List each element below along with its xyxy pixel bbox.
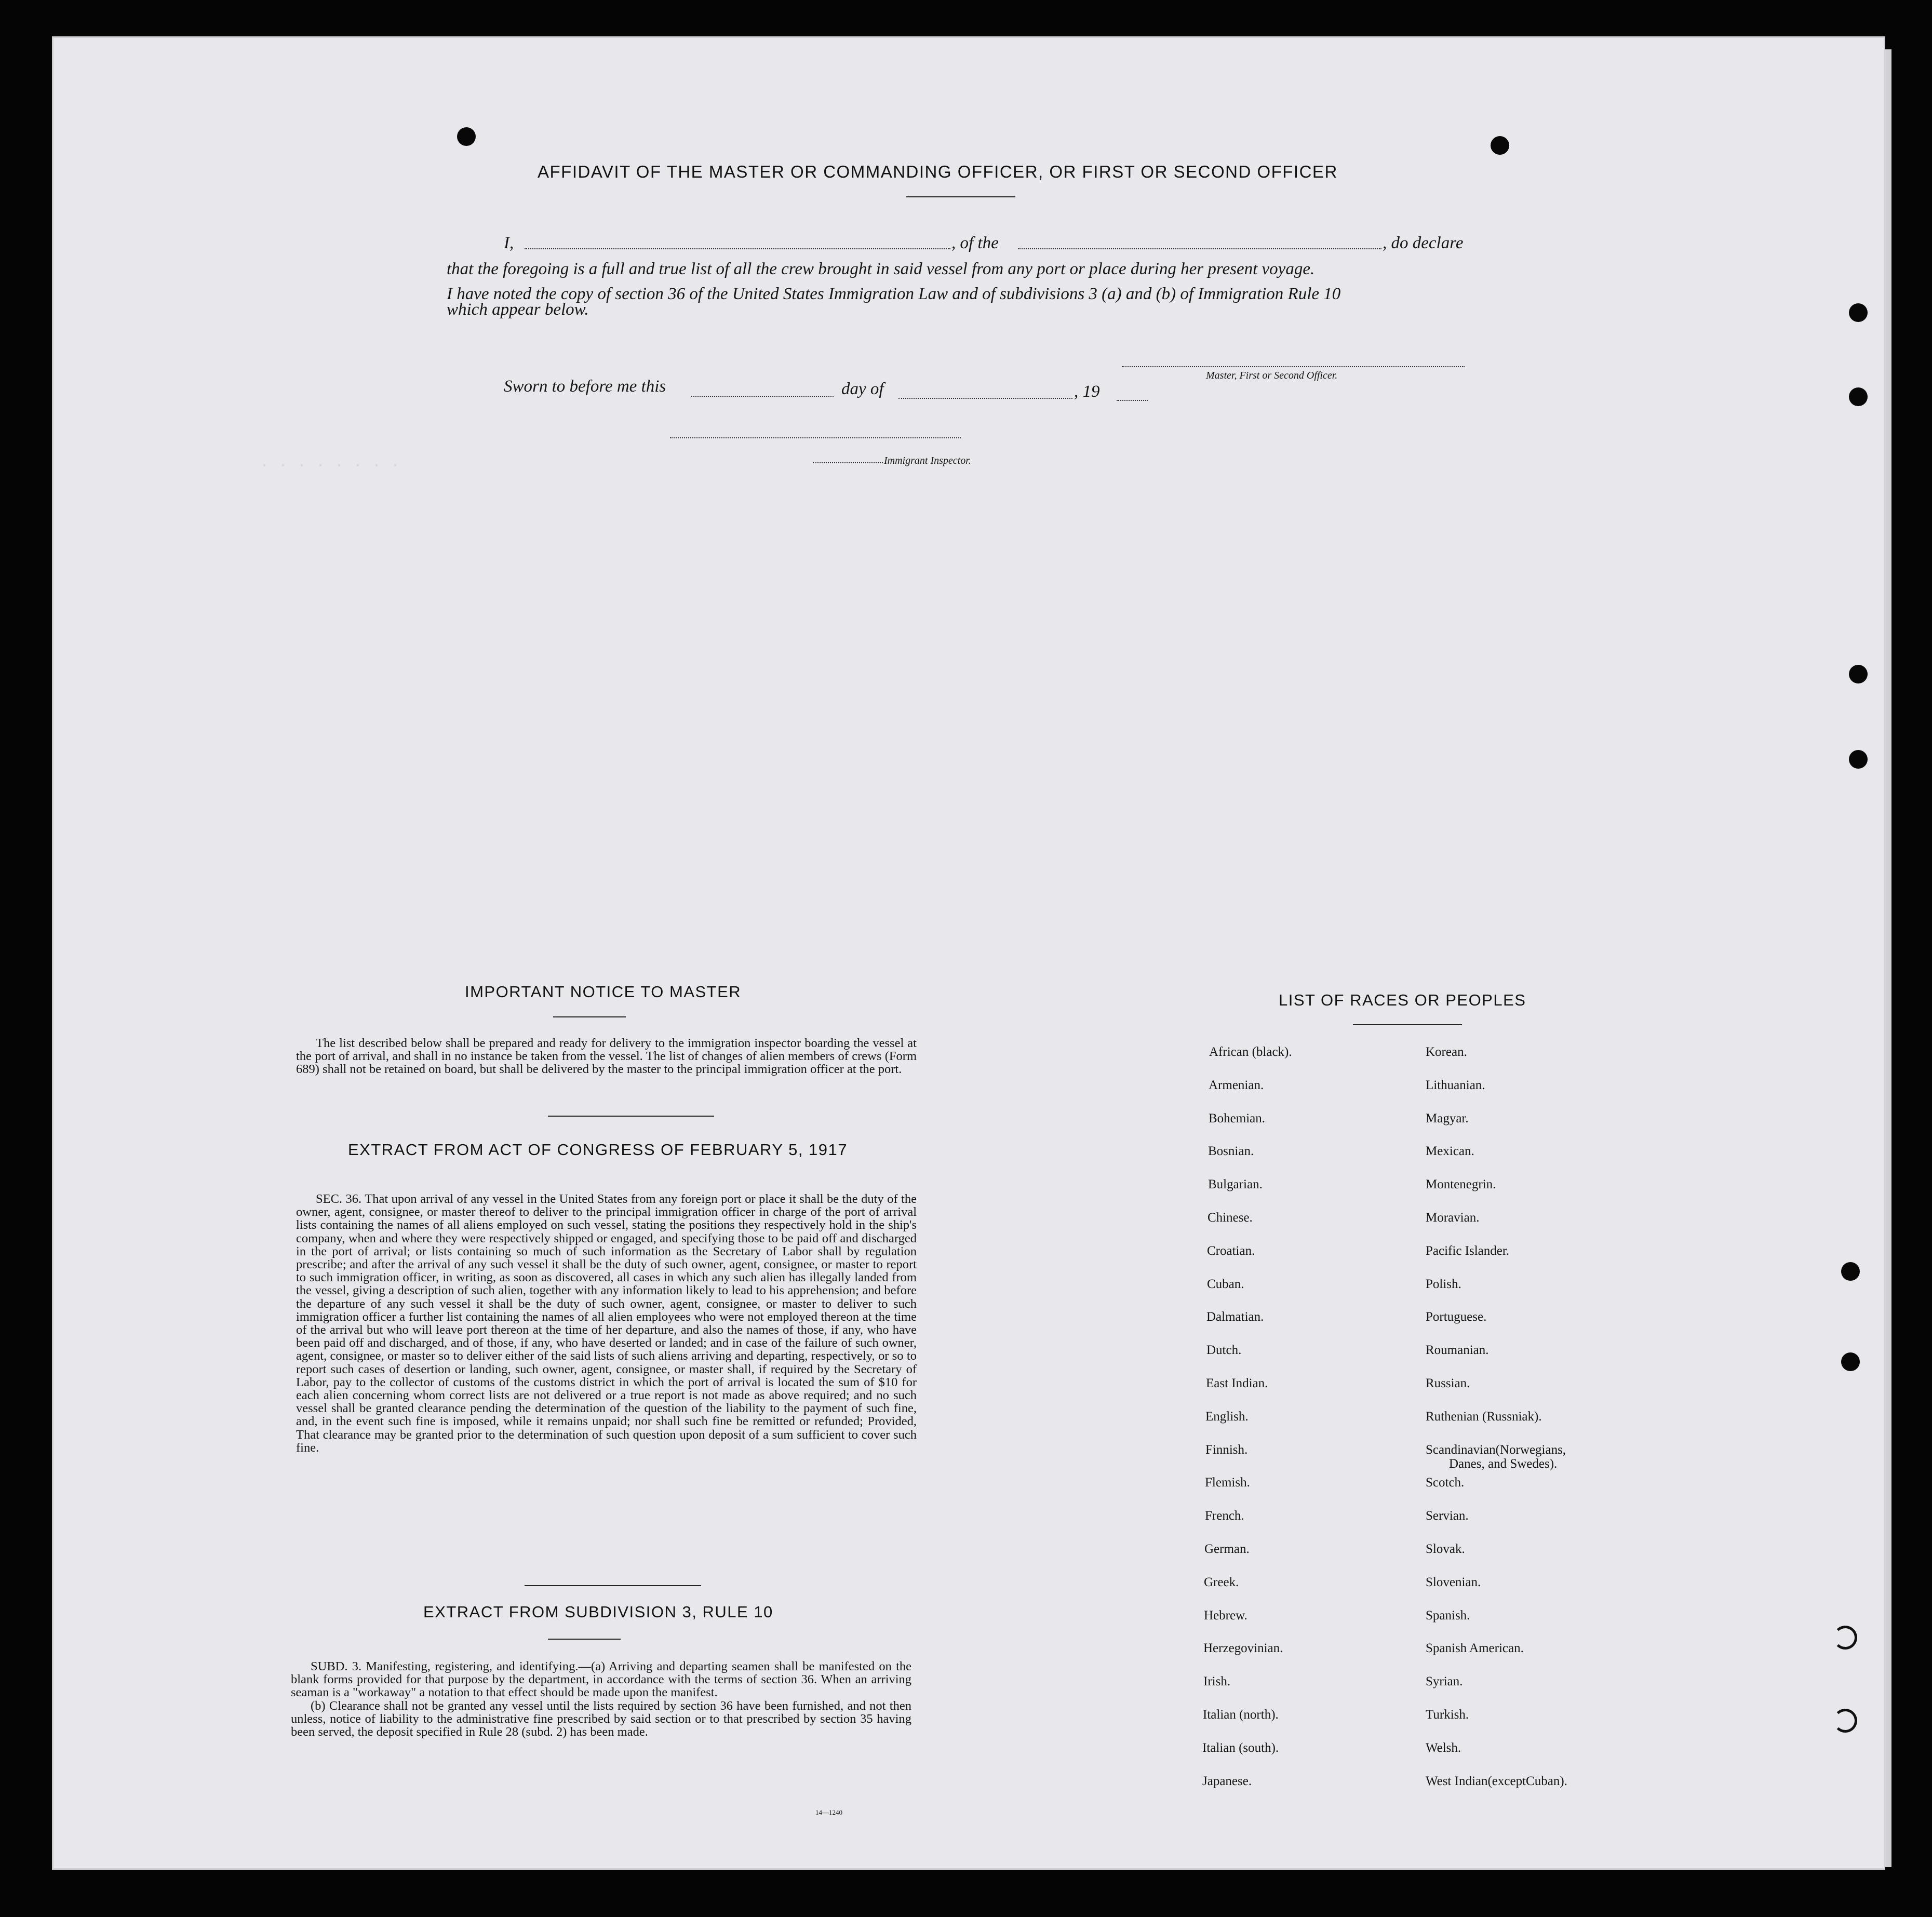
affidavit-do-declare: , do declare — [1383, 234, 1464, 252]
race-item-left: Flemish. — [1205, 1476, 1250, 1490]
race-item-right: Mexican. — [1426, 1144, 1474, 1158]
race-item-right: Spanish American. — [1426, 1641, 1524, 1655]
form-number: 14—1240 — [815, 1808, 842, 1816]
sworn-label: Sworn to before me this — [504, 377, 666, 396]
race-item-right: Polish. — [1426, 1277, 1461, 1291]
punch-hole — [457, 127, 476, 146]
race-item-left: English. — [1205, 1410, 1249, 1424]
race-item-right: West Indian(exceptCuban). — [1426, 1774, 1567, 1788]
race-item-left: East Indian. — [1206, 1376, 1268, 1390]
affidavit-of-the: , of the — [951, 234, 999, 252]
race-item-left: Bosnian. — [1208, 1144, 1254, 1158]
race-item-right: Ruthenian (Russniak). — [1426, 1410, 1542, 1424]
race-item-left: Italian (north). — [1203, 1708, 1279, 1722]
document-page — [52, 36, 1885, 1870]
race-item-left: African (black). — [1209, 1045, 1292, 1059]
notice-text: The list described below shall be prepared and ready for delivery to the immigration inspector boarding the vessel at the port of arrival, and shall in no instance be taken from the vessel. The list of changes of alien members of crews (Form 689) shall not be retained on board, but shall be delivered by the master to the principal immigration officer at the port. — [296, 1036, 917, 1077]
year-label: , 19 — [1074, 382, 1100, 401]
rule-text-a: SUBD. 3. Manifesting, registering, and identifying.—(a) Arriving and departing seamen shall be manifested on the blank forms provided for that purpose by the department, in accordance with the terms of section 36. When an arriving seaman is a "workaway" a notation to that effect should be made upon the manifest. — [291, 1659, 911, 1700]
divider — [525, 1585, 701, 1586]
punch-hole — [1849, 387, 1868, 406]
race-item-right: Portuguese. — [1426, 1310, 1487, 1324]
divider — [1353, 1024, 1462, 1025]
affidavit-i: I, — [504, 234, 514, 252]
race-item-left: Chinese. — [1208, 1211, 1253, 1225]
master-caption: Master, First or Second Officer. — [1206, 370, 1338, 381]
punch-hole — [1841, 1352, 1860, 1371]
race-item-right: Lithuanian. — [1426, 1078, 1485, 1092]
race-item-left: Herzegovinian. — [1203, 1641, 1283, 1655]
race-item-left: Croatian. — [1207, 1244, 1255, 1258]
race-item-left: Italian (south). — [1202, 1741, 1279, 1755]
race-item-right: Magyar. — [1426, 1111, 1469, 1125]
race-item-right: Spanish. — [1426, 1608, 1470, 1623]
race-item-right: Slovak. — [1426, 1542, 1465, 1556]
race-item-left: Bohemian. — [1209, 1111, 1266, 1125]
affidavit-line-2: that the foregoing is a full and true list of all the crew brought in said vessel from any port or place during her present voyage. — [447, 260, 1315, 278]
inspector-caption: Immigrant Inspector. — [884, 455, 971, 466]
affidavit-line-4: which appear below. — [447, 300, 589, 319]
sworn-month-field[interactable] — [898, 398, 1072, 399]
race-item-right: Moravian. — [1426, 1211, 1480, 1225]
divider — [906, 196, 1015, 197]
race-item-left: Japanese. — [1202, 1774, 1252, 1788]
punch-hole — [1849, 303, 1868, 322]
race-item-right: Montenegrin. — [1426, 1177, 1496, 1191]
race-item-right: Welsh. — [1426, 1741, 1461, 1755]
race-item-left: Finnish. — [1205, 1443, 1248, 1457]
race-item-right: Syrian. — [1426, 1674, 1463, 1688]
sworn-year-field[interactable] — [1117, 400, 1148, 401]
races-title: LIST OF RACES OR PEOPLES — [1279, 991, 1526, 1009]
declarant-name-field[interactable] — [525, 248, 950, 249]
race-item-left: Greek. — [1204, 1575, 1239, 1589]
punch-hole — [1849, 665, 1868, 683]
divider — [548, 1116, 714, 1117]
race-item-right: Scandinavian(Norwegians, — [1426, 1443, 1566, 1457]
rule-text-b: (b) Clearance shall not be granted any vessel until the lists required by section 36 have been furnished, and not then unless, notice of liability to the administrative fine prescribed by said section or to that prescribed by section 35 having been served, the deposit specified in Rule 28 (subd. 2) has been made. — [291, 1698, 911, 1739]
race-item-left: Dalmatian. — [1206, 1310, 1264, 1324]
notice-title: IMPORTANT NOTICE TO MASTER — [465, 983, 742, 1001]
race-item-right: Roumanian. — [1426, 1343, 1489, 1357]
race-item-right: Korean. — [1426, 1045, 1467, 1059]
day-of-label: day of — [841, 380, 884, 398]
race-item-right: Pacific Islander. — [1426, 1244, 1510, 1258]
punch-hole — [1849, 750, 1868, 769]
inspector-signature-field[interactable] — [670, 437, 961, 438]
punch-hole-edge — [1833, 1709, 1857, 1733]
race-item-left: Dutch. — [1206, 1343, 1242, 1357]
race-item-right: Turkish. — [1426, 1708, 1469, 1722]
affidavit-line-3: I have noted the copy of section 36 of the United States Immigration Law and of subdivisions 3 (a) and (b) of Immigration Rule 10 — [447, 285, 1341, 303]
race-item-left: Cuban. — [1207, 1277, 1244, 1291]
rule-text-block — [291, 1660, 911, 1738]
race-item-left: Bulgarian. — [1208, 1177, 1263, 1191]
act-text: SEC. 36. That upon arrival of any vessel in the United States from any foreign port or place it shall be the duty of the owner, agent, consignee, or master thereof to deliver to the principal immigration officer in charge of the port of arrival lists containing the names of all aliens employed on such vessel, stating the positions they respectively hold in the ship's company, when and where they were respectively shipped or engaged, and specifying those to be paid off and discharged in the port of arrival; or lists containing so much of such information as the Secretary of Labor shall by regulation prescribe; and after the arrival of any such vessel it shall be the duty of such owner, agent, consignee, or master to report to such immigration officer, in writing, as soon as discovered, all cases in which any such alien has illegally landed from the vessel, giving a description of such alien, together with any information likely to lead to his apprehension; and before the departure of any such vessel it shall be the duty of such owner, agent, consignee, or master to deliver to such immigration officer a further list containing the names of all alien employees who were not employed thereon at the time of the arrival but who will leave port thereon at the time of her departure, and also the names of those, if any, who have been paid off and discharged, and of those, if any, who have deserted or landed; and in case of the failure of such owner, agent, consignee, or master so to deliver either of the said lists of such aliens arriving and departing, respectively, or so to report such cases of desertion or landing, such owner, agent, consignee, or master shall, if required by the Secretary of Labor, pay to the collector of customs of the customs district in which the port of arrival is located the sum of $10 for each alien concerning whom correct lists are not delivered or a true report is not made as above required; and no such vessel shall be granted clearance pending the determination of the question of the liability to the payment of such fine, and, in the event such fine is imposed, while it remains unpaid; nor shall such fine be remitted or refunded; Provided, That clearance may be granted prior to the determination of such question upon deposit of a sum sufficient to cover such fine. — [296, 1192, 917, 1455]
race-item-left: German. — [1204, 1542, 1250, 1556]
act-text-block — [296, 1192, 917, 1454]
punch-hole — [1841, 1262, 1860, 1281]
act-title: EXTRACT FROM ACT OF CONGRESS OF FEBRUARY 5, 1917 — [348, 1141, 848, 1159]
race-item-left: French. — [1205, 1509, 1244, 1523]
race-item-left: Irish. — [1203, 1674, 1231, 1688]
race-item-right: Scotch. — [1426, 1476, 1465, 1490]
affidavit-title: AFFIDAVIT OF THE MASTER OR COMMANDING OFFICER, OR FIRST OR SECOND OFFICER — [538, 162, 1338, 181]
divider — [548, 1639, 621, 1640]
rule-title: EXTRACT FROM SUBDIVISION 3, RULE 10 — [423, 1603, 773, 1621]
sworn-day-field[interactable] — [691, 396, 834, 397]
master-signature-field[interactable] — [1122, 366, 1465, 367]
race-item-right: Russian. — [1426, 1376, 1470, 1390]
race-item-left: Hebrew. — [1204, 1608, 1247, 1623]
punch-hole-edge — [1833, 1626, 1857, 1650]
race-item-left: Armenian. — [1209, 1078, 1264, 1092]
race-item-right: Slovenian. — [1426, 1575, 1481, 1589]
race-item-right: Danes, and Swedes). — [1449, 1457, 1558, 1471]
bleed-through: · · · · · · · · — [260, 457, 400, 475]
inspector-signature-lead — [813, 462, 883, 463]
notice-text-block — [296, 1037, 917, 1076]
punch-hole — [1491, 136, 1509, 155]
race-item-right: Servian. — [1426, 1509, 1469, 1523]
divider — [553, 1016, 626, 1017]
vessel-name-field[interactable] — [1018, 248, 1381, 249]
